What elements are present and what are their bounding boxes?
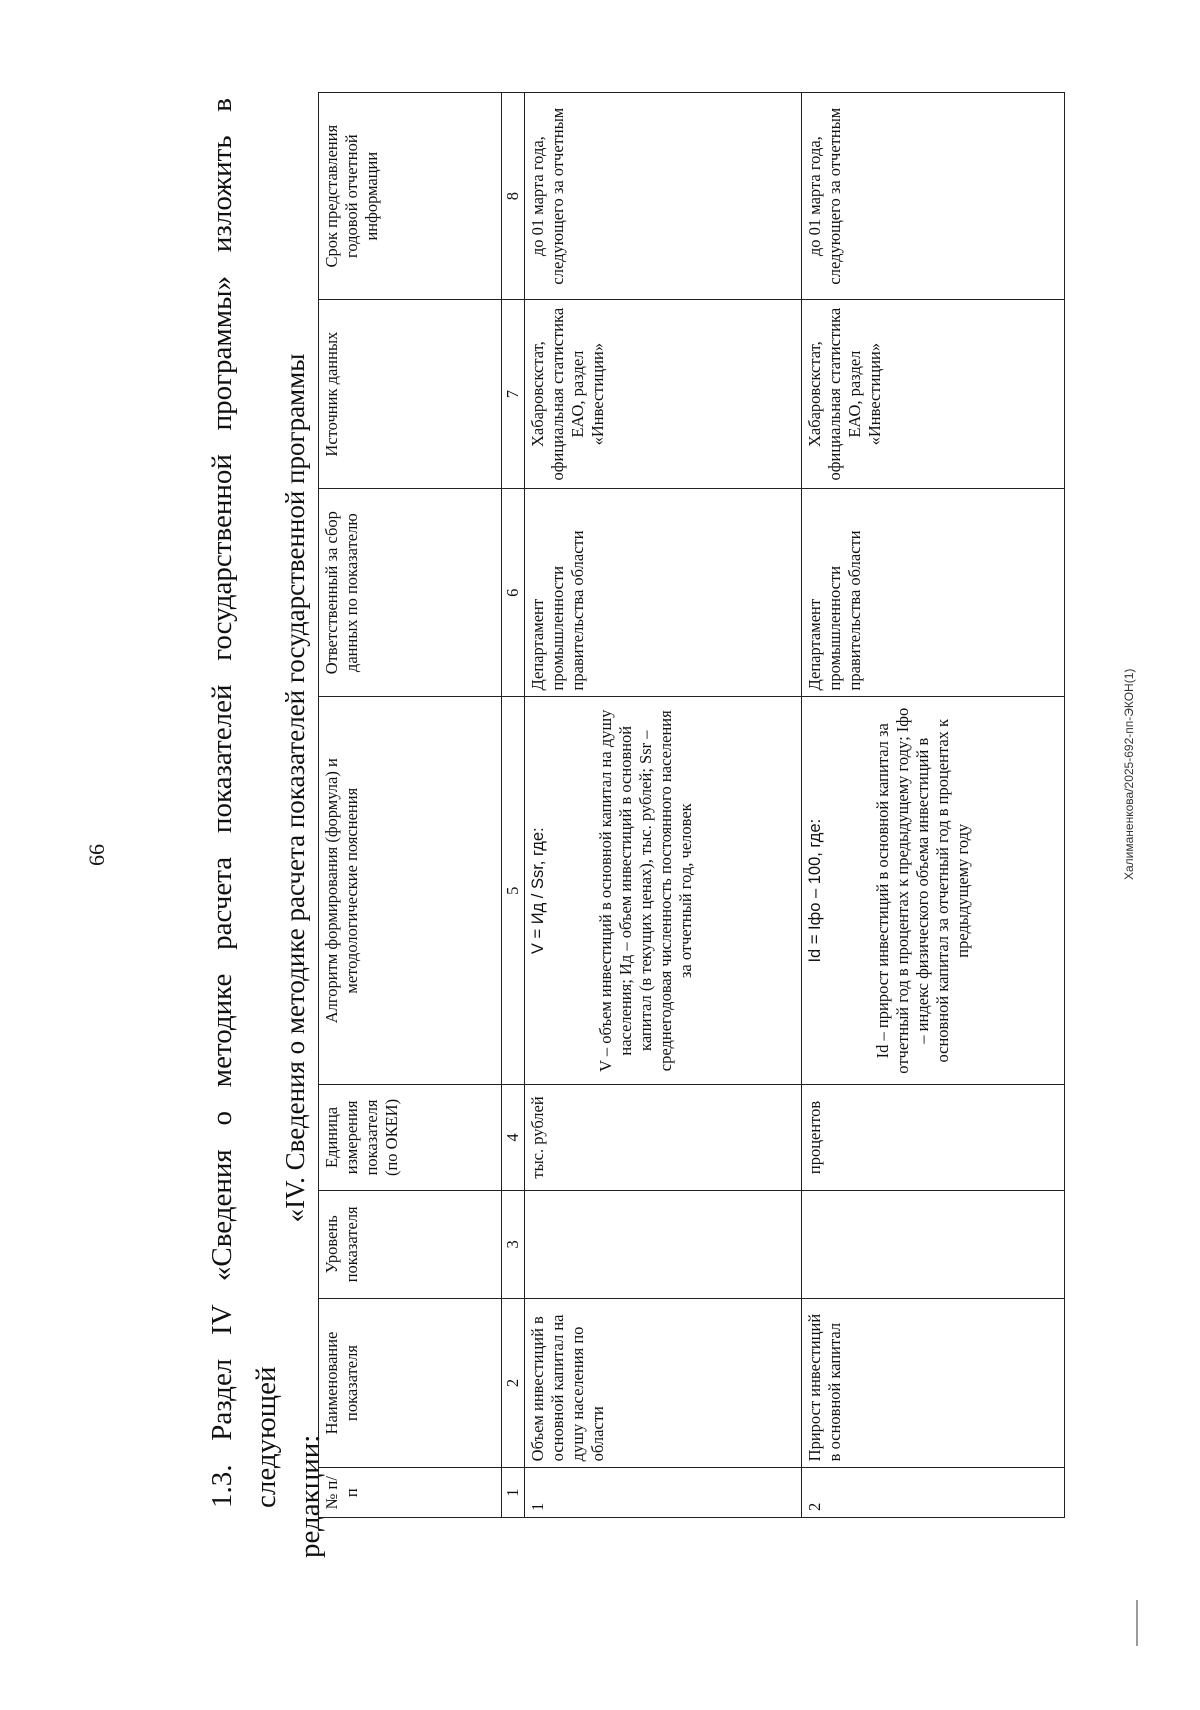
formula: V = Ид / Ssr, где:: [529, 827, 547, 955]
indicator-name: Прирост инвестиций в основной капитал: [802, 1298, 1065, 1468]
formula-explanation: V – объем инвестиций в основной капитал на душу населения; Ид – объем инвестиций в основной капитал (в текущих ценах), тыс. рублей; Ssr – среднегодовая численность постоянного населения за отчетный год, человек: [596, 709, 695, 1072]
row-num: 1: [525, 1468, 802, 1518]
column-number: 7: [502, 300, 525, 489]
data-source: Хабаровскстат, официальная статистика ЕАО, раздел «Инвестиции»: [802, 300, 1065, 489]
formula-explanation: Id – прирост инвестиций в основной капитал за отчетный год в процентах к предыдущему году; Iфо – индекс физического объема инвестиций в основной капитал за отчетный год в процентах к предыдущему году: [873, 707, 972, 1074]
methodology-table: [318, 92, 1065, 1518]
header-indicator-name: Наименование показателя: [319, 1298, 502, 1468]
header-unit: Единица измерения показателя (по ОКЕИ): [319, 1084, 502, 1190]
intro-paragraph: [200, 98, 332, 1558]
table-row: [802, 93, 1065, 1518]
table-header-row: [319, 93, 502, 1518]
indicator-name: Объем инвестиций в основной капитал на душу населения по области: [525, 1298, 802, 1468]
indicator-unit: процентов: [802, 1084, 1065, 1190]
header-indicator-level: Уровень показателя: [319, 1190, 502, 1298]
column-number: 8: [502, 93, 525, 300]
indicator-unit: тыс. рублей: [525, 1084, 802, 1190]
column-number-row: [502, 93, 525, 1518]
intro-line-1: 1.3. Раздел IV «Сведения о методике расчета показателей государственной программы» изложить в следующей: [206, 98, 282, 1508]
row-num: 2: [802, 1468, 1065, 1518]
algorithm-cell: [525, 697, 802, 1085]
algorithm-cell: [802, 697, 1065, 1085]
deadline: до 01 марта года, следующего за отчетным: [802, 93, 1065, 300]
header-deadline: Срок представления годовой отчетной информации: [319, 93, 502, 300]
data-source: Хабаровскстат, официальная статистика ЕАО, раздел «Инвестиции»: [525, 300, 802, 489]
page-number: 66: [84, 844, 109, 866]
column-number: 1: [502, 1468, 525, 1518]
indicator-level: [525, 1190, 802, 1298]
intro-line-2: редакции:: [294, 1434, 326, 1558]
deadline: до 01 марта года, следующего за отчетным: [525, 93, 802, 300]
responsible: Департамент промышленности правительства области: [525, 488, 802, 697]
section-title: «IV. Сведения о методике расчета показателей государственной программы: [280, 353, 310, 1223]
indicator-level: [802, 1190, 1065, 1298]
column-number: 2: [502, 1298, 525, 1468]
header-responsible: Ответственный за сбор данных по показателю: [319, 488, 502, 697]
margin-scan-mark: [1136, 1600, 1138, 1646]
column-number: 3: [502, 1190, 525, 1298]
formula: Id = Iфо – 100, где:: [806, 818, 824, 963]
column-number: 4: [502, 1084, 525, 1190]
header-algorithm: Алгоритм формирования (формула) и методологические пояснения: [319, 697, 502, 1085]
column-number: 5: [502, 697, 525, 1085]
rotated-page-content: [90, 88, 1110, 1648]
header-num: № п/п: [319, 1468, 502, 1518]
document-code: Халиманенкова/2025-692-пп-ЭКОН(1): [1122, 668, 1136, 880]
table-row: [525, 93, 802, 1518]
responsible: Департамент промышленности правительства области: [802, 488, 1065, 697]
column-number: 6: [502, 488, 525, 697]
header-data-source: Источник данных: [319, 300, 502, 489]
